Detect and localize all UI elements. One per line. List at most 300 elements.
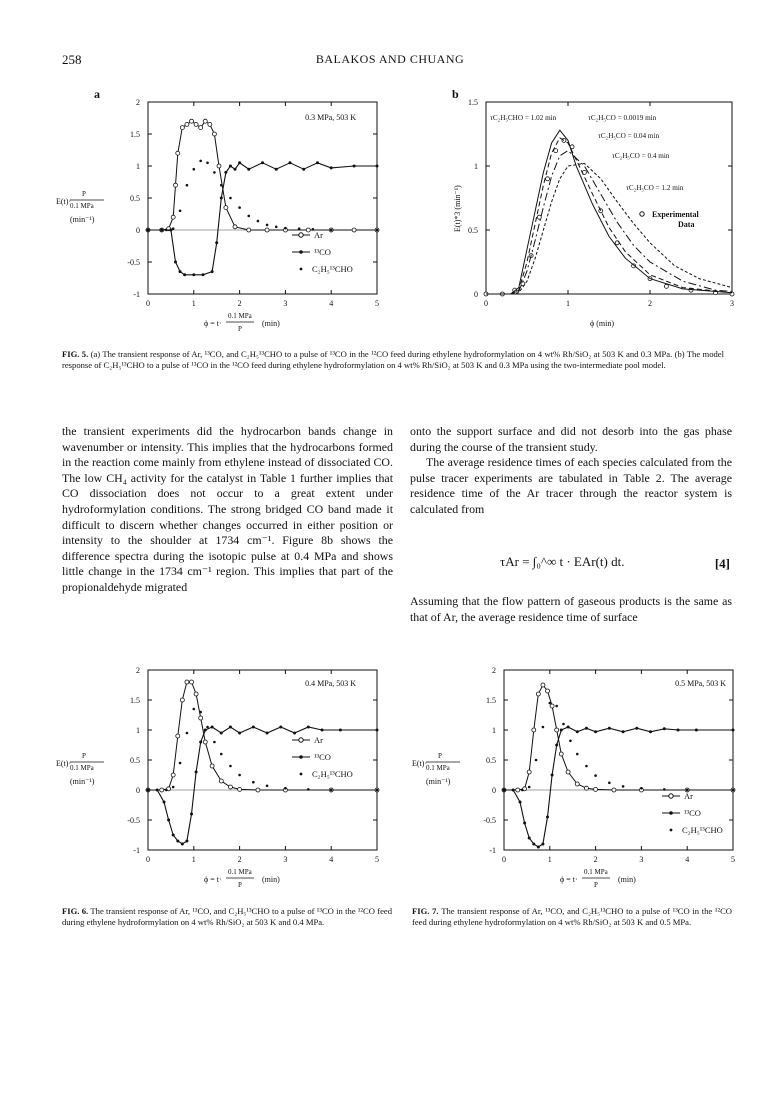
data-point-ar xyxy=(546,689,550,693)
data-point-ar xyxy=(173,183,177,187)
data-point-c2h5cho xyxy=(238,206,241,209)
y-tick-label: 0.5 xyxy=(486,756,496,765)
x-tick-label: 2 xyxy=(237,299,242,308)
y-tick-label: 2 xyxy=(136,666,140,675)
data-point-c2h5cho xyxy=(542,726,545,729)
fig7-chart xyxy=(412,664,746,894)
data-point-c2h5cho xyxy=(179,210,182,213)
data-point-13co xyxy=(279,726,282,729)
svg-text:P: P xyxy=(82,190,86,198)
data-point-c2h5cho xyxy=(376,789,379,792)
data-point-13co xyxy=(677,729,680,732)
data-point-ar xyxy=(190,119,194,123)
y-tick-label: 0 xyxy=(136,226,140,235)
data-point-c2h5cho xyxy=(562,723,565,726)
data-point-ar xyxy=(185,122,189,126)
data-point-13co xyxy=(185,840,188,843)
svg-text:(min): (min) xyxy=(262,319,280,328)
data-point-c2h5cho xyxy=(186,184,189,187)
y-tick-label: -0.5 xyxy=(127,816,140,825)
series-line-13co xyxy=(148,163,377,275)
data-point-13co xyxy=(179,270,182,273)
data-point-13co xyxy=(238,161,241,164)
data-point-13co xyxy=(555,744,558,747)
data-point-ar xyxy=(180,698,184,702)
data-series xyxy=(146,119,379,276)
data-point-ar xyxy=(527,770,531,774)
data-point-ar xyxy=(180,126,184,130)
experimental-data-point xyxy=(599,209,603,213)
data-point-c2h5cho xyxy=(555,705,558,708)
x-tick-label: 3 xyxy=(639,855,644,864)
x-tick-label: 0 xyxy=(502,855,506,864)
svg-text:ϕ = t·: ϕ = t· xyxy=(204,319,222,328)
fig7-caption: FIG. 7. The transient response of Ar, ¹³CO, and C₂H₅¹³CHO to a pulse of ¹³CO in the ¹²CO feed during ethylene hydroformylation on 4 wt% Rh/SiO₂ at 503 K and 0.5 MPa. xyxy=(412,906,733,928)
data-point-ar xyxy=(594,787,598,791)
data-point-13co xyxy=(275,168,278,171)
data-point-13co xyxy=(546,816,549,819)
fig5a-chart xyxy=(56,86,390,336)
data-point-13co xyxy=(695,729,698,732)
legend-13co: ¹³CO xyxy=(314,247,331,257)
x-tick-label: 0 xyxy=(484,299,488,308)
data-point-ar xyxy=(212,132,216,136)
y-axis-label xyxy=(56,190,104,224)
data-point-c2h5cho xyxy=(503,789,506,792)
x-tick-label: 2 xyxy=(593,855,598,864)
data-point-13co xyxy=(622,730,625,733)
y-axis-label xyxy=(56,752,104,786)
y-tick-label: -0.5 xyxy=(483,816,496,825)
data-point-ar xyxy=(532,728,536,732)
y-tick-label: 0 xyxy=(136,786,140,795)
data-point-13co xyxy=(266,732,269,735)
svg-text:0.1 MPa: 0.1 MPa xyxy=(426,764,450,772)
data-point-c2h5cho xyxy=(528,786,531,789)
svg-text:τC₂H₅CO = 0.4 min: τC₂H₅CO = 0.4 min xyxy=(612,152,670,160)
data-point-13co xyxy=(519,801,522,804)
data-point-13co xyxy=(576,730,579,733)
svg-text:τC₂H₅CO = 1.2 min: τC₂H₅CO = 1.2 min xyxy=(626,184,684,192)
svg-text:Experimental: Experimental xyxy=(652,210,699,219)
x-axis-label xyxy=(560,868,636,889)
equation-body: τAr = ∫₀^∞ t · EAr(t) dt. xyxy=(500,554,625,569)
experimental-data-point xyxy=(554,149,558,153)
data-point-13co xyxy=(220,732,223,735)
data-point-c2h5cho xyxy=(266,785,269,788)
data-point-13co xyxy=(229,726,232,729)
y-tick-label: -1 xyxy=(489,846,496,855)
y-tick-label: 1.5 xyxy=(130,130,140,139)
x-tick-label: 1 xyxy=(191,855,196,864)
data-point-c2h5cho xyxy=(594,774,597,777)
fig6-caption: FIG. 6. The transient response of Ar, ¹³CO, and C₂H₅¹³CHO to a pulse of ¹³CO in the ¹²CO feed during ethylene hydroformylation on 4 wt% Rh/SiO₂ at 503 K and 0.4 MPa. xyxy=(62,906,392,928)
data-point-ar xyxy=(208,122,212,126)
data-point-13co xyxy=(160,229,163,232)
y-tick-label: 1.5 xyxy=(468,98,478,107)
data-point-ar xyxy=(176,151,180,155)
y-axis-label: E(t)*3 (min⁻¹) xyxy=(453,185,462,232)
x-tick-label: 1 xyxy=(191,299,196,308)
data-point-c2h5cho xyxy=(257,220,260,223)
data-point-ar xyxy=(217,164,221,168)
data-point-ar xyxy=(559,752,563,756)
y-tick-label: 1 xyxy=(474,162,478,171)
data-point-ar xyxy=(210,764,214,768)
data-point-ar xyxy=(194,122,198,126)
x-tick-label: 4 xyxy=(329,855,334,864)
svg-text:P: P xyxy=(594,881,598,889)
data-point-13co xyxy=(551,774,554,777)
fig6-chart xyxy=(56,664,390,894)
data-point-13co xyxy=(512,789,515,792)
legend-c2h5cho: C₂H₅¹³CHO xyxy=(312,264,353,274)
x-tick-label: 3 xyxy=(283,299,288,308)
data-point-13co xyxy=(252,726,255,729)
y-tick-labels xyxy=(468,98,732,299)
y-tick-labels xyxy=(127,666,377,855)
data-point-ar xyxy=(194,692,198,696)
data-point-ar xyxy=(228,785,232,789)
data-point-13co xyxy=(537,846,540,849)
data-point-c2h5cho xyxy=(206,726,209,729)
svg-text:τC₂H₅CHO = 1.02 min: τC₂H₅CHO = 1.02 min xyxy=(490,114,557,122)
data-point-13co xyxy=(199,741,202,744)
data-point-c2h5cho xyxy=(186,732,189,735)
data-point-13co xyxy=(307,726,310,729)
data-point-13co xyxy=(195,771,198,774)
data-point-ar xyxy=(306,228,310,232)
equation-number: [4] xyxy=(714,556,730,571)
data-point-ar xyxy=(171,773,175,777)
data-point-13co xyxy=(293,732,296,735)
running-header xyxy=(0,52,780,72)
data-point-c2h5cho xyxy=(266,224,269,227)
data-point-c2h5cho xyxy=(585,765,588,768)
data-point-13co xyxy=(635,727,638,730)
data-point-ar xyxy=(203,740,207,744)
data-point-13co xyxy=(663,727,666,730)
svg-text:0.1 MPa: 0.1 MPa xyxy=(228,312,252,320)
y-tick-label: 1.5 xyxy=(130,696,140,705)
data-point-c2h5cho xyxy=(172,227,175,230)
body-left-column xyxy=(62,424,393,596)
data-point-c2h5cho xyxy=(179,762,182,765)
data-point-13co xyxy=(376,165,379,168)
data-point-c2h5cho xyxy=(220,753,223,756)
condition-label: 0.5 MPa, 503 K xyxy=(675,679,726,688)
x-tick-label: 5 xyxy=(375,299,379,308)
legend xyxy=(292,735,353,779)
paragraph: onto the support surface and did not desorb into the gas phase during the course of the transient study. xyxy=(410,424,732,454)
svg-text:τC₂H₅CO = 0.04 min: τC₂H₅CO = 0.04 min xyxy=(598,132,660,140)
data-point-13co xyxy=(585,727,588,730)
svg-text:0.1 MPa: 0.1 MPa xyxy=(70,202,94,210)
page-number: 258 xyxy=(62,52,82,67)
x-tick-label: 4 xyxy=(329,299,334,308)
data-point-13co xyxy=(224,171,227,174)
svg-text:(min⁻¹): (min⁻¹) xyxy=(70,215,95,224)
svg-text:P: P xyxy=(238,325,242,333)
data-point-ar xyxy=(516,788,520,792)
data-point-c2h5cho xyxy=(275,226,278,229)
data-point-13co xyxy=(330,166,333,169)
data-point-13co xyxy=(172,834,175,837)
data-point-c2h5cho xyxy=(569,740,572,743)
x-tick-label: 1 xyxy=(547,855,552,864)
data-point-13co xyxy=(649,730,652,733)
data-point-ar xyxy=(352,228,356,232)
y-tick-label: 1 xyxy=(492,726,496,735)
data-point-13co xyxy=(156,789,159,792)
data-point-13co xyxy=(167,819,170,822)
data-point-c2h5cho xyxy=(238,774,241,777)
svg-text:E(t)·: E(t)· xyxy=(56,197,72,206)
paragraph: the transient experiments did the hydrocarbon bands change in wavenumber or intensity. This implies that the hydrocarbons formed in the reaction come mainly from ethylene instead of dissociated CO. The low CH₄ activity for the catalyst in Table 1 further implies that CO dissociation does not occur to a great extent under hydroformylation conditions. The strong bridged CO band made it difficult to discern whether changes occurred in either position or intensity to the shoulder at 1734 cm⁻¹. Figure 8b shows the difference spectra during the isotopic pulse at 0.4 MPa and shows little change in the 1734 cm⁻¹ region. This implies that part of the propionaldehyde migrated xyxy=(62,424,393,594)
data-point-c2h5cho xyxy=(608,782,611,785)
data-point-13co xyxy=(163,801,166,804)
y-tick-label: -0.5 xyxy=(127,258,140,267)
data-point-13co xyxy=(220,197,223,200)
data-point-c2h5cho xyxy=(147,229,150,232)
data-point-13co xyxy=(608,727,611,730)
data-point-ar xyxy=(584,786,588,790)
data-point-13co xyxy=(302,168,305,171)
data-point-ar xyxy=(160,788,164,792)
data-point-13co xyxy=(181,843,184,846)
data-point-ar xyxy=(247,228,251,232)
data-point-13co xyxy=(541,843,544,846)
svg-text:0.1 MPa: 0.1 MPa xyxy=(584,868,608,876)
data-point-c2h5cho xyxy=(307,788,310,791)
data-point-c2h5cho xyxy=(576,753,579,756)
data-point-c2h5cho xyxy=(535,759,538,762)
data-point-13co xyxy=(174,261,177,264)
data-point-13co xyxy=(316,161,319,164)
data-point-c2h5cho xyxy=(199,711,202,714)
data-point-c2h5cho xyxy=(229,197,232,200)
y-tick-label: 1 xyxy=(136,726,140,735)
x-tick-label: 3 xyxy=(730,299,734,308)
equation-4 xyxy=(470,554,730,580)
data-point-ar xyxy=(541,683,545,687)
panel-letter-b: b xyxy=(452,87,459,101)
y-tick-label: 0.5 xyxy=(468,226,478,235)
x-tick-label: 0 xyxy=(146,299,150,308)
y-tick-label: 0 xyxy=(492,786,496,795)
data-point-13co xyxy=(192,273,195,276)
data-point-c2h5cho xyxy=(549,702,552,705)
data-point-c2h5cho xyxy=(213,171,216,174)
data-point-13co xyxy=(190,813,193,816)
data-point-13co xyxy=(211,726,214,729)
data-point-13co xyxy=(560,729,563,732)
data-point-ar xyxy=(238,787,242,791)
data-point-c2h5cho xyxy=(220,184,223,187)
svg-text:0.1 MPa: 0.1 MPa xyxy=(228,868,252,876)
y-tick-label: 2 xyxy=(492,666,496,675)
x-tick-label: 4 xyxy=(685,855,690,864)
data-point-ar xyxy=(265,228,269,232)
svg-text:(min⁻¹): (min⁻¹) xyxy=(70,777,95,786)
x-axis-label xyxy=(204,868,280,889)
y-tick-label: 2 xyxy=(136,98,140,107)
data-point-13co xyxy=(528,837,531,840)
data-point-13co xyxy=(183,273,186,276)
model-curve xyxy=(486,151,732,294)
x-tick-label: 2 xyxy=(648,299,652,308)
x-tick-label: 5 xyxy=(731,855,735,864)
data-point-ar xyxy=(185,680,189,684)
body-right-column-end xyxy=(410,594,732,625)
data-point-13co xyxy=(567,726,570,729)
svg-text:P: P xyxy=(238,881,242,889)
data-point-c2h5cho xyxy=(521,789,524,792)
legend xyxy=(640,210,700,229)
data-point-13co xyxy=(353,165,356,168)
paragraph: Assuming that the flow pattern of gaseous products is the same as that of Ar, the average residence time of surface xyxy=(410,594,732,624)
svg-text:ϕ = t·: ϕ = t· xyxy=(560,875,578,884)
legend-ar: Ar xyxy=(314,230,323,240)
data-point-ar xyxy=(612,788,616,792)
data-point-c2h5cho xyxy=(172,786,175,789)
data-point-ar xyxy=(171,215,175,219)
data-point-ar xyxy=(233,225,237,229)
y-tick-label: 0.5 xyxy=(130,194,140,203)
series-line-13co xyxy=(148,727,377,844)
residence-time-annotations xyxy=(490,114,684,192)
y-tick-label: -1 xyxy=(133,846,140,855)
data-point-c2h5cho xyxy=(147,789,150,792)
y-tick-label: 0.5 xyxy=(130,756,140,765)
x-axis-label xyxy=(204,312,280,333)
data-point-ar xyxy=(224,206,228,210)
data-point-ar xyxy=(199,126,203,130)
data-point-13co xyxy=(238,732,241,735)
data-point-13co xyxy=(339,729,342,732)
series-line-ar xyxy=(504,685,733,790)
data-point-13co xyxy=(215,241,218,244)
data-point-c2h5cho xyxy=(376,229,379,232)
plot-frame xyxy=(486,102,732,294)
svg-text:ϕ = t·: ϕ = t· xyxy=(204,875,222,884)
y-tick-label: 1 xyxy=(136,162,140,171)
data-point-13co xyxy=(594,730,597,733)
data-point-13co xyxy=(288,161,291,164)
data-point-ar xyxy=(566,770,570,774)
data-point-c2h5cho xyxy=(165,789,168,792)
svg-text:P: P xyxy=(82,752,86,760)
series-line-ar xyxy=(148,121,377,230)
experimental-data-point xyxy=(537,215,541,219)
panel-letter-a: a xyxy=(94,87,100,101)
svg-text:Ar: Ar xyxy=(314,735,323,745)
data-point-13co xyxy=(176,840,179,843)
svg-text:Ar: Ar xyxy=(684,791,693,801)
data-point-13co xyxy=(732,729,735,732)
data-point-13co xyxy=(532,843,535,846)
data-point-13co xyxy=(523,822,526,825)
y-tick-label: -1 xyxy=(133,290,140,299)
data-point-c2h5cho xyxy=(284,227,287,230)
fig5-caption: FIG. 5. (a) The transient response of Ar, ¹³CO, and C₂H₅¹³CHO to a pulse of ¹³CO in the ¹²CO feed during ethylene hydroformylation on 4 wt% Rh/SiO₂ at 503 K and 0.3 MPa. (b) The model response of C₂H₅¹³CHO to a pulse of ¹³CO in the ¹²CO feed during ethylene hydroformylation on 4 wt% Rh/SiO₂ at 503 K and 0.3 MPa using the two-intermediate pool model. xyxy=(62,349,724,371)
data-point-13co xyxy=(261,161,264,164)
data-point-ar xyxy=(256,788,260,792)
data-point-c2h5cho xyxy=(206,162,209,165)
svg-text:¹³CO: ¹³CO xyxy=(684,808,701,818)
data-point-c2h5cho xyxy=(193,708,196,711)
x-tick-label: 5 xyxy=(375,855,379,864)
data-point-c2h5cho xyxy=(732,789,735,792)
fig5-caption-label: FIG. 5. xyxy=(62,349,89,359)
fig5b-chart xyxy=(440,86,740,336)
data-point-c2h5cho xyxy=(298,227,301,230)
data-point-13co xyxy=(234,168,237,171)
y-tick-label: 1.5 xyxy=(486,696,496,705)
plot-frame xyxy=(148,670,377,850)
legend xyxy=(662,791,723,835)
data-point-c2h5cho xyxy=(229,765,232,768)
data-point-c2h5cho xyxy=(330,229,333,232)
svg-text:E(t)·: E(t)· xyxy=(56,759,72,768)
legend xyxy=(292,230,353,274)
svg-text:¹³CO: ¹³CO xyxy=(314,752,331,762)
x-axis-label: ϕ (min) xyxy=(590,319,614,328)
data-series xyxy=(146,680,379,846)
y-axis-label xyxy=(412,752,460,786)
running-head: BALAKOS AND CHUANG xyxy=(315,52,465,66)
data-point-ar xyxy=(575,782,579,786)
data-point-c2h5cho xyxy=(640,787,643,790)
data-point-c2h5cho xyxy=(330,789,333,792)
data-point-13co xyxy=(376,729,379,732)
experimental-data-point xyxy=(546,177,550,181)
data-point-13co xyxy=(247,168,250,171)
x-tick-label: 0 xyxy=(146,855,150,864)
data-point-13co xyxy=(321,729,324,732)
x-tick-label: 3 xyxy=(283,855,288,864)
svg-text:C₂H₅¹³CHO: C₂H₅¹³CHO xyxy=(312,769,353,779)
svg-text:τC₂H₅CO = 0.0019 min: τC₂H₅CO = 0.0019 min xyxy=(588,114,657,122)
data-point-ar xyxy=(203,119,207,123)
paragraph: The average residence times of each species calculated from the pulse tracer experiments are tabulated in Table 2. The average residence time of the Ar tracer through the reactor system is calculated from xyxy=(410,455,732,516)
data-point-c2h5cho xyxy=(622,785,625,788)
data-point-13co xyxy=(211,270,214,273)
x-tick-label: 2 xyxy=(237,855,242,864)
data-point-ar xyxy=(190,680,194,684)
data-point-c2h5cho xyxy=(252,781,255,784)
svg-text:Data: Data xyxy=(678,220,695,229)
data-point-ar xyxy=(219,779,223,783)
data-point-ar xyxy=(176,734,180,738)
data-point-ar xyxy=(199,716,203,720)
data-point-c2h5cho xyxy=(663,788,666,791)
svg-text:0.1 MPa: 0.1 MPa xyxy=(70,764,94,772)
experimental-data-point xyxy=(664,284,668,288)
data-point-c2h5cho xyxy=(213,741,216,744)
data-point-13co xyxy=(229,165,232,168)
condition-label: 0.4 MPa, 503 K xyxy=(305,679,356,688)
data-point-13co xyxy=(201,273,204,276)
x-tick-label: 1 xyxy=(566,299,570,308)
svg-text:P: P xyxy=(438,752,442,760)
data-point-c2h5cho xyxy=(165,229,168,232)
svg-text:(min): (min) xyxy=(618,875,636,884)
data-series xyxy=(502,683,735,849)
data-point-13co xyxy=(204,729,207,732)
body-right-column xyxy=(410,424,732,518)
svg-text:C₂H₅¹³CHO: C₂H₅¹³CHO xyxy=(682,825,723,835)
